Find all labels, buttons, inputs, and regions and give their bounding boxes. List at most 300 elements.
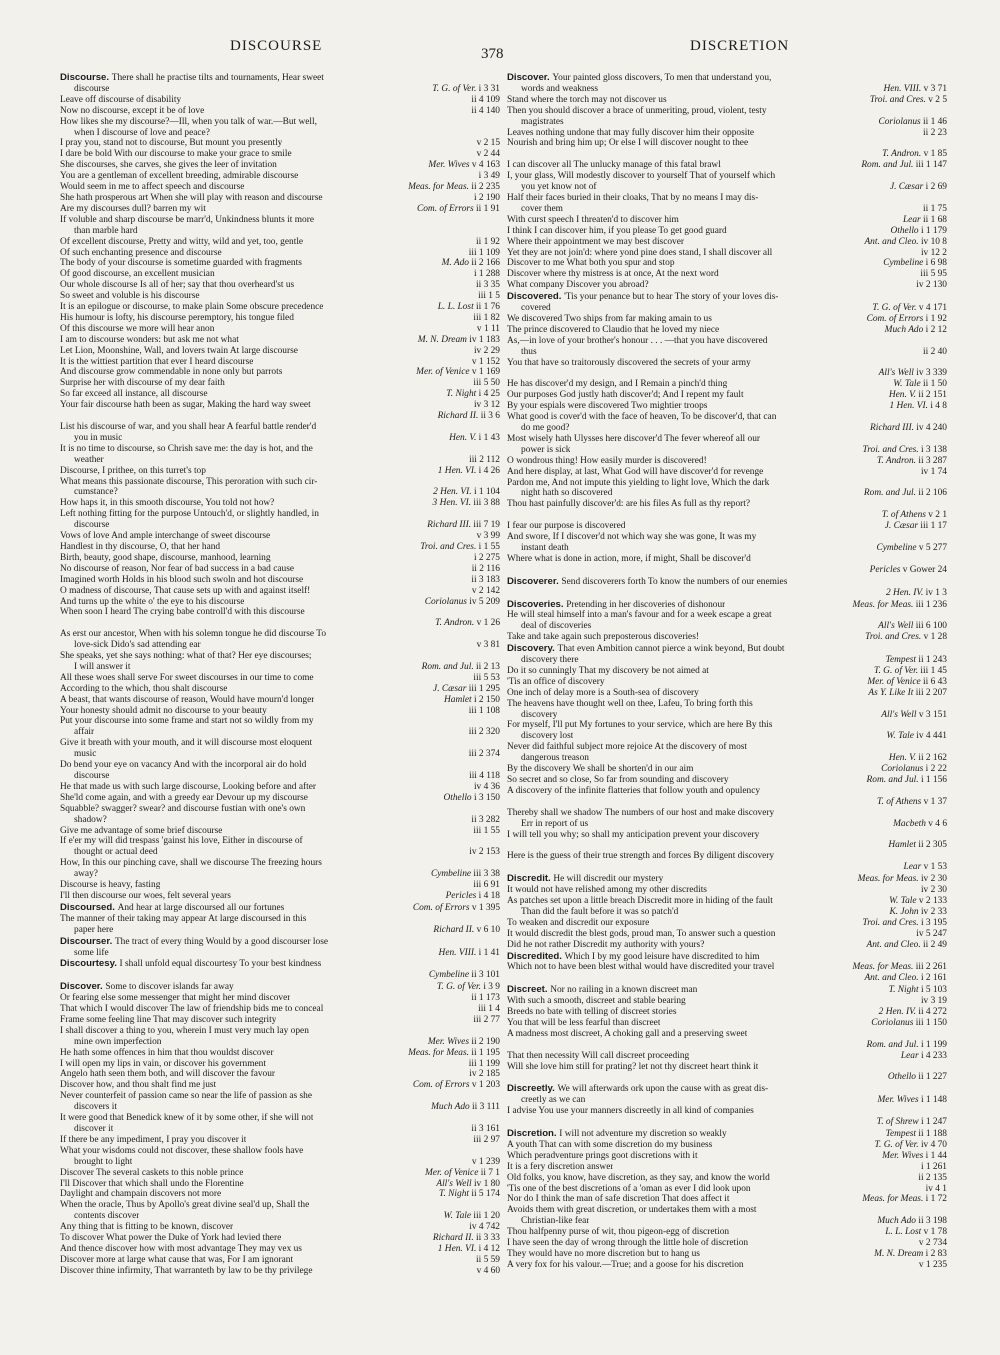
quotation-text <box>521 204 563 215</box>
act-scene-line: i 3 31 <box>478 83 500 94</box>
play-reference <box>900 862 948 873</box>
play-reference <box>421 597 500 608</box>
play-title: All's Well <box>881 709 919 720</box>
play-title: Com. of Errors <box>866 313 926 324</box>
concordance-line <box>60 553 500 564</box>
quotation-text <box>507 720 772 731</box>
quotation-text <box>60 1179 244 1190</box>
act-scene-line: v 2 44 <box>476 149 500 160</box>
concordance-line <box>507 688 947 699</box>
quotation-body: you yet know not of <box>521 182 597 193</box>
quotation-text <box>507 1018 660 1029</box>
quotation-body: Take and take again such preposterous discoveries! <box>507 632 699 643</box>
quotation-body: He will steal himself into a man's favour and for a week escape a great <box>507 610 772 621</box>
act-scene-line: i 3 9 <box>483 982 500 993</box>
play-title: Richard III. <box>870 423 917 433</box>
concordance-line <box>60 498 500 509</box>
act-scene-line: i 4 8 <box>930 401 947 412</box>
play-reference <box>879 84 947 95</box>
concordance-line <box>507 456 947 467</box>
play-reference <box>866 95 947 106</box>
play-reference <box>875 368 947 379</box>
concordance-line <box>60 1080 500 1091</box>
play-title: 1 Hen. VI. <box>437 1243 479 1254</box>
quotation-body: Left nothing fitting for the purpose Untouch'd, or slightly handled, in <box>60 509 319 520</box>
play-reference <box>429 684 500 695</box>
concordance-line <box>60 662 500 673</box>
play-reference <box>465 847 500 858</box>
quotation-body: For myself, I'll put My fortunes to your service, which are here By this <box>507 720 773 731</box>
quotation-text <box>507 929 775 940</box>
play-reference <box>465 706 500 717</box>
quotation-text <box>60 959 321 970</box>
play-reference <box>404 1048 500 1059</box>
concordance-line <box>60 749 500 760</box>
act-scene-line: ii 3 33 <box>476 1233 500 1244</box>
play-reference <box>873 1216 947 1227</box>
quotation-text <box>507 764 693 775</box>
concordance-line <box>507 237 947 248</box>
act-scene-line: i 2 22 <box>925 764 947 775</box>
quotation-text <box>74 815 107 826</box>
concordance-line <box>60 1048 500 1059</box>
play-reference <box>914 1173 947 1184</box>
play-title: Hamlet <box>888 840 919 851</box>
play-reference <box>465 455 500 466</box>
play-reference <box>882 1129 947 1140</box>
concordance-line <box>60 684 500 695</box>
play-reference <box>424 160 500 171</box>
concordance-line <box>60 673 500 684</box>
play-reference <box>468 357 500 368</box>
quotation-body: do me good? <box>521 423 570 433</box>
play-reference <box>919 204 947 215</box>
quotation-text <box>507 940 704 951</box>
act-scene-line: ii 6 43 <box>923 676 947 687</box>
quotation-text <box>507 1173 770 1184</box>
act-scene-line: ii 3 111 <box>472 1102 500 1113</box>
act-scene-line: iv 5 209 <box>469 596 500 607</box>
quotation-body: when I discourse of love and peace? <box>74 127 210 138</box>
quotation-text <box>521 543 569 554</box>
quotation-text <box>507 677 605 688</box>
concordance-line <box>507 1238 947 1249</box>
play-title: Ant. and Cleo. <box>864 236 921 247</box>
quotation-body: Here is the guess of their true strength and forces By diligent discovery <box>507 851 775 862</box>
concordance-line <box>60 903 500 914</box>
act-scene-line: v 4 171 <box>918 303 947 314</box>
concordance-line <box>60 400 500 411</box>
quotation-text <box>60 117 317 128</box>
quotation-body: Discover where thy mistress is at once, At the next word <box>507 269 719 280</box>
act-scene-line: i 3 138 <box>920 444 947 455</box>
concordance-line <box>60 869 500 880</box>
concordance-line <box>60 1037 500 1048</box>
act-scene-line: ii 2 23 <box>923 127 947 138</box>
quotation-text <box>74 520 109 531</box>
concordance-line <box>507 1184 947 1195</box>
play-reference <box>917 996 947 1007</box>
act-scene-line: iii 1 55 <box>473 825 500 836</box>
concordance-line <box>507 1162 947 1173</box>
quotation-text <box>60 982 234 993</box>
play-reference <box>854 874 947 885</box>
quotation-body: Which not to have been blest withal would have discredited your travel <box>507 962 775 973</box>
play-reference <box>860 237 947 248</box>
quotation-text <box>74 847 158 858</box>
play-reference <box>863 314 947 325</box>
act-scene-line: i 4 12 <box>478 1243 500 1254</box>
quotation-text <box>521 731 573 742</box>
quotation-body: And thence discover how with most advantage They may vex us <box>60 1243 302 1254</box>
play-reference <box>916 269 947 280</box>
concordance-line <box>507 929 947 940</box>
quotation-body: A youth That can with some discretion do my business <box>507 1139 713 1150</box>
play-reference <box>877 710 947 721</box>
play-reference <box>445 433 500 444</box>
play-reference <box>873 797 947 808</box>
quotation-text <box>507 610 772 621</box>
quotation-text <box>74 1037 161 1048</box>
concordance-line <box>60 117 500 128</box>
act-scene-line: i 4 233 <box>920 1050 947 1061</box>
concordance-line <box>507 193 947 204</box>
quotation-body: Some to discover islands far away <box>105 982 234 993</box>
play-title: Richard III. <box>427 520 474 531</box>
concordance-line <box>507 423 947 434</box>
quotation-text <box>60 466 206 477</box>
play-reference <box>429 498 500 509</box>
concordance-line <box>507 918 947 929</box>
quotation-text <box>507 786 760 797</box>
play-reference <box>438 258 500 269</box>
act-scene-line: iv 1 183 <box>469 334 500 345</box>
concordance-line <box>507 106 947 117</box>
quotation-body: night hath so discovered <box>521 488 613 499</box>
act-scene-line: v 1 239 <box>471 1156 500 1167</box>
play-reference <box>870 1249 947 1260</box>
quotation-text <box>60 193 323 204</box>
quotation-body: than marble hard <box>74 225 138 236</box>
quotation-text <box>60 1048 274 1059</box>
act-scene-line: v 2 142 <box>471 585 500 596</box>
quotation-text <box>60 258 302 269</box>
play-reference <box>873 1117 947 1128</box>
quotation-body: Discover how, and thou shalt find me just <box>60 1080 217 1091</box>
quotation-body: He will discredit our mystery <box>553 874 664 885</box>
concordance-line <box>60 1091 500 1102</box>
play-reference <box>429 925 500 936</box>
play-title: J. Cæsar <box>433 683 469 694</box>
play-title: W. Tale <box>443 1211 474 1222</box>
quotation-text <box>60 1255 293 1266</box>
concordance-line <box>60 422 500 433</box>
quotation-text <box>60 1189 221 1200</box>
concordance-line <box>507 347 947 358</box>
quotation-text <box>60 673 314 684</box>
quotation-text <box>507 896 773 907</box>
concordance-line <box>507 1117 947 1128</box>
quotation-text <box>507 499 750 510</box>
concordance-line <box>60 1255 500 1266</box>
quotation-text <box>60 1059 266 1070</box>
quotation-text <box>60 215 314 226</box>
play-reference <box>468 586 500 597</box>
quotation-body: And here display, at last, What God will have discover'd for revenge <box>507 466 764 477</box>
concordance-line <box>507 149 947 160</box>
play-title: T. Andron. <box>876 455 919 466</box>
concordance-line <box>507 401 947 412</box>
quotation-body: How, In this our pinching cave, shall we discourse The freezing hours <box>60 858 322 869</box>
play-reference <box>861 632 947 643</box>
act-scene-line: v 3 99 <box>476 531 500 542</box>
quotation-text <box>60 760 306 771</box>
play-title: Mer. Wives <box>882 1150 926 1161</box>
quotation-body: With such a smooth, discreet and stable bearing <box>507 996 686 1007</box>
play-reference <box>473 1266 500 1277</box>
quotation-text <box>507 215 679 226</box>
concordance-line <box>507 1249 947 1260</box>
act-scene-line: ii 2 49 <box>923 939 947 950</box>
play-title: J. Cæsar <box>884 521 921 532</box>
quotation-body: Leaves nothing undone that may fully discover him their opposite <box>507 127 755 138</box>
quotation-body: I have seen the day of wrong through the little hole of discretion <box>507 1238 749 1249</box>
concordance-line <box>507 248 947 259</box>
concordance-line <box>507 521 947 532</box>
quotation-text <box>60 706 267 717</box>
quotation-text <box>507 742 747 753</box>
concordance-line <box>507 862 947 873</box>
play-title: Lear <box>900 1050 921 1061</box>
quotation-text <box>74 487 118 498</box>
play-reference <box>475 171 500 182</box>
quotation-body: O wondrous thing! How easily murder is discovered! <box>507 455 707 466</box>
quotation-text <box>507 412 776 423</box>
quotation-text <box>60 1222 233 1233</box>
quotation-body: I fear our purpose is discovered <box>507 521 626 532</box>
concordance-line <box>507 379 947 390</box>
play-reference <box>863 940 947 951</box>
act-scene-line: ii 2 13 <box>476 661 500 672</box>
concordance-line <box>60 433 500 444</box>
quotation-text <box>507 1084 768 1095</box>
concordance-line <box>507 775 947 786</box>
quotation-body: discovery <box>521 709 558 720</box>
quotation-text <box>74 749 96 760</box>
concordance-line <box>507 621 947 632</box>
quotation-text <box>60 291 200 302</box>
play-title: Richard II. <box>432 1233 477 1244</box>
play-reference <box>423 520 500 531</box>
concordance-line <box>507 874 947 885</box>
act-scene-line: ii 3 161 <box>471 1124 500 1134</box>
quotation-text <box>521 753 589 764</box>
play-reference <box>870 666 947 677</box>
quotation-text <box>74 640 201 651</box>
act-scene-line: iii 6 100 <box>915 621 947 632</box>
concordance-line <box>60 313 500 324</box>
quotation-body: I'll Discover that which shall undo the Florentine <box>60 1178 244 1189</box>
play-reference <box>472 1255 500 1266</box>
quotation-text <box>507 379 727 390</box>
concordance-line <box>60 1222 500 1233</box>
play-title: 2 Hen. VI. <box>433 487 474 498</box>
play-reference <box>421 1168 500 1179</box>
play-reference <box>885 753 947 764</box>
play-reference <box>877 764 947 775</box>
act-scene-line: ii 2 162 <box>918 753 947 764</box>
quotation-text <box>60 575 303 586</box>
quotation-text <box>74 1211 139 1222</box>
concordance-line <box>60 542 500 553</box>
concordance-line <box>507 258 947 269</box>
headword: Discreet. <box>507 985 551 996</box>
concordance-line <box>60 804 500 815</box>
act-scene-line: ii 5 174 <box>471 1189 500 1200</box>
play-reference <box>889 379 947 390</box>
quotation-text <box>507 258 675 269</box>
quotation-body: Christian-like fear <box>521 1216 590 1227</box>
act-scene-line: ii 4 109 <box>471 94 500 105</box>
quotation-body: Do bend your eye on vacancy And with the incorporal air do hold <box>60 760 307 771</box>
act-scene-line: v 3 71 <box>923 83 947 94</box>
quotation-text <box>74 1124 113 1135</box>
play-reference <box>469 826 500 837</box>
quotation-body: some life <box>74 947 109 958</box>
quotation-body: I am to discourse wonders: but ask me not what <box>60 334 239 345</box>
concordance-line <box>60 937 500 948</box>
play-reference <box>882 655 947 666</box>
concordance-line <box>60 237 500 248</box>
act-scene-line: iii 1 20 <box>473 1211 500 1222</box>
play-reference <box>859 918 947 929</box>
play-reference <box>465 1059 500 1070</box>
act-scene-line: i 1 43 <box>478 432 500 443</box>
play-reference <box>922 1184 947 1195</box>
play-title: Rom. and Jul. <box>421 661 477 672</box>
act-scene-line: ii 1 75 <box>923 203 947 214</box>
play-reference <box>412 367 500 378</box>
quotation-body: Angelo hath seen them both, and will discover the favour <box>60 1069 276 1080</box>
quotation-text <box>60 1091 312 1102</box>
concordance-line <box>60 487 500 498</box>
quotation-body: They would have no more discretion but to hang us <box>507 1248 700 1259</box>
play-reference <box>434 466 500 477</box>
quotation-text <box>507 1162 613 1173</box>
act-scene-line: ii 3 287 <box>918 455 947 466</box>
quotation-text <box>74 455 104 466</box>
quotation-text <box>60 302 323 313</box>
quotation-body: contents discover <box>74 1211 140 1222</box>
quotation-text <box>60 237 303 248</box>
play-reference <box>469 313 500 324</box>
quotation-text <box>521 488 612 499</box>
play-reference <box>864 688 947 699</box>
play-reference <box>885 401 947 412</box>
concordance-line <box>60 793 500 804</box>
act-scene-line: i 4 25 <box>478 389 500 400</box>
play-reference <box>473 640 500 651</box>
quotation-body: power is sick <box>521 444 571 455</box>
quotation-body: I'll then discourse our woes, felt several years <box>60 890 231 901</box>
act-scene-line: v 1 53 <box>923 862 947 873</box>
quotation-body: List his discourse of war, and you shall hear A fearful battle render'd <box>60 422 317 432</box>
quotation-text <box>507 1007 677 1018</box>
act-scene-line: i 1 199 <box>920 1039 947 1050</box>
quotation-body: So far exceed all instance, all discourse <box>60 389 208 400</box>
play-title: Hen. V. <box>449 432 479 443</box>
quotation-text <box>74 1157 132 1168</box>
quotation-body: deal of discoveries <box>521 621 592 632</box>
quotation-text <box>507 269 719 280</box>
concordance-line <box>60 575 500 586</box>
quotation-text <box>60 858 322 869</box>
act-scene-line: ii 1 173 <box>471 993 500 1004</box>
act-scene-line: iii 2 97 <box>473 1134 500 1145</box>
act-scene-line: v 1 169 <box>471 367 500 378</box>
headword: Discredited. <box>507 951 565 962</box>
play-reference <box>465 749 500 760</box>
concordance-line <box>60 706 500 717</box>
play-reference <box>424 1037 500 1048</box>
play-title: T. of Shrew <box>876 1117 921 1128</box>
act-scene-line: iii 2 374 <box>468 749 500 760</box>
concordance-line <box>60 1233 500 1244</box>
quotation-body: Than did the fault before it was so patch'd <box>521 906 679 917</box>
concordance-line <box>60 1026 500 1037</box>
quotation-text <box>521 1216 589 1227</box>
act-scene-line: ii 1 243 <box>918 655 947 666</box>
quotation-text <box>507 73 771 84</box>
concordance-line <box>60 455 500 466</box>
quotation-text <box>60 204 206 215</box>
play-title: Lear <box>903 862 924 873</box>
concordance-line <box>60 520 500 531</box>
quotation-text <box>507 830 759 841</box>
concordance-line <box>507 95 947 106</box>
act-scene-line: i 1 41 <box>478 947 500 958</box>
quotation-body: How likes she my discourse?—Ill, when you talk of war.—But well, <box>60 116 317 127</box>
concordance-line <box>60 948 500 959</box>
play-reference <box>434 1244 500 1255</box>
play-reference <box>467 993 500 1004</box>
play-reference <box>404 182 500 193</box>
concordance-line <box>507 851 947 862</box>
quotation-body: Thou halfpenny purse of wit, thou pigeon-egg of discretion <box>507 1227 730 1238</box>
act-scene-line: iii 5 95 <box>920 269 947 280</box>
play-title: T. Night <box>438 1189 472 1200</box>
concordance-line <box>507 226 947 237</box>
quotation-text <box>60 171 298 182</box>
play-reference <box>868 303 947 314</box>
play-title: T. G. of Ver. <box>432 83 479 94</box>
play-reference <box>465 1069 500 1080</box>
quotation-text <box>74 869 98 880</box>
act-scene-line: iv 2 130 <box>916 280 947 291</box>
play-reference <box>465 727 500 738</box>
quotation-text <box>521 423 569 434</box>
play-title: L. L. Lost <box>437 302 477 313</box>
act-scene-line: i 2 69 <box>925 182 947 193</box>
act-scene-line: ii 1 46 <box>923 116 947 127</box>
quotation-body: So sweet and voluble is his discourse <box>60 291 200 302</box>
quotation-text <box>507 918 649 929</box>
act-scene-line: i 1 288 <box>473 269 500 280</box>
concordance-line <box>507 171 947 182</box>
quotation-text <box>60 357 253 368</box>
quotation-body: She hath prosperous art When she will play with reason and discourse <box>60 192 323 203</box>
quotation-text <box>74 226 138 237</box>
